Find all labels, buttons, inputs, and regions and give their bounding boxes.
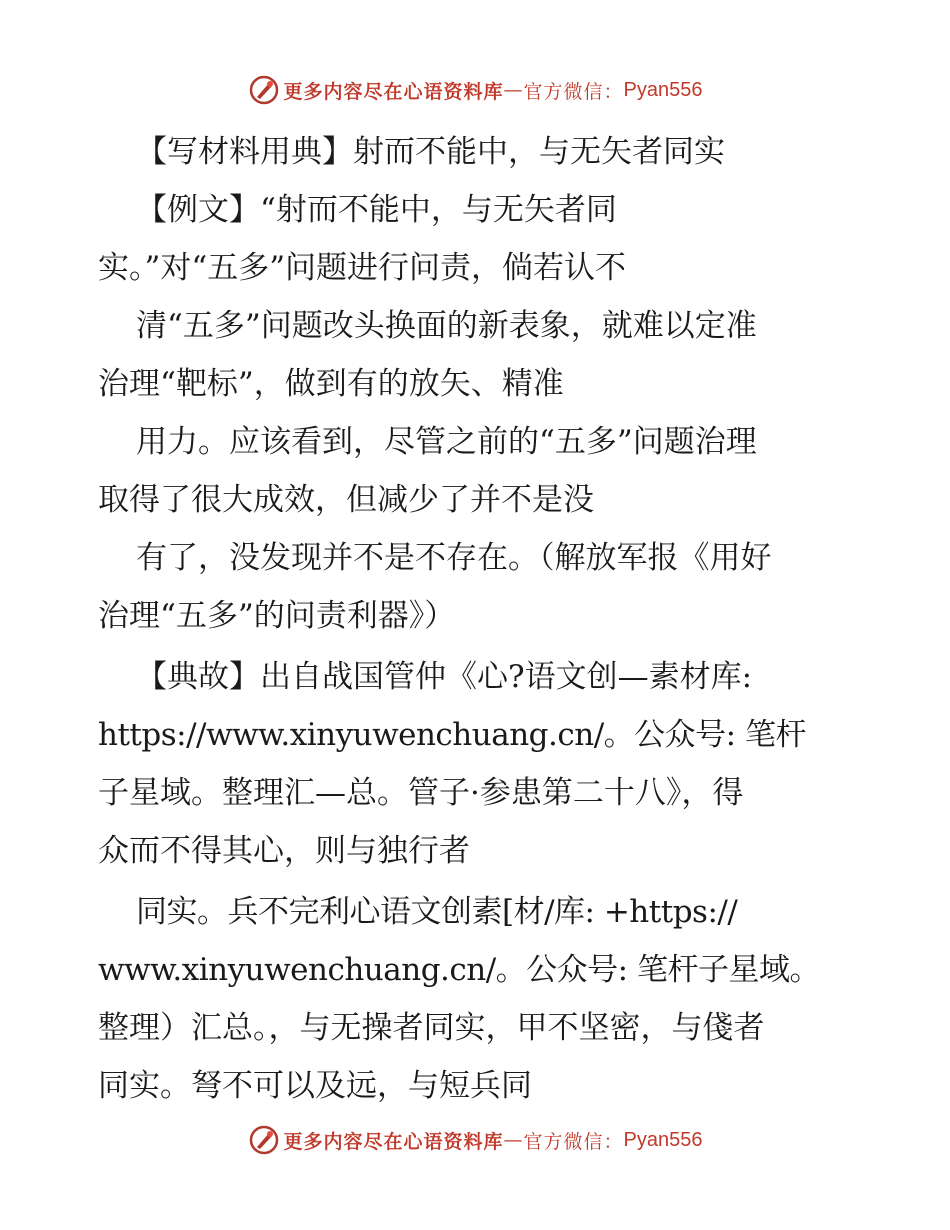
text-line: 治理“靶标”，做到有的放矢、精准	[98, 366, 564, 402]
banner-text-main: 更多内容尽在心语资料库	[283, 80, 504, 103]
banner-text-main: 更多内容尽在心语资料库	[283, 1130, 504, 1153]
text-line: 治理“五多”的问责利器》）	[98, 598, 456, 634]
text-line: 同实。弩不可以及远，与短兵同	[98, 1068, 532, 1104]
banner-wechat-id: Pyan556	[623, 1128, 703, 1151]
banner-dash: —	[503, 1129, 524, 1151]
text-line: 清“五多”问题改头换面的新表象，就难以定准	[136, 308, 757, 344]
text-line: 【写材料用典】射而不能中，与无矢者同实	[136, 134, 725, 170]
text-line: 众而不得其心，则与独行者	[98, 833, 470, 869]
text-line: 有了，没发现并不是不存在。（解放军报《用好	[136, 540, 772, 576]
banner-text-wechat: 官方微信：	[523, 1130, 624, 1153]
pen-logo-icon	[248, 1124, 280, 1156]
banner-wechat-id: Pyan556	[623, 78, 703, 101]
text-line: 整理）汇总。，与无操者同实，甲不坚密，与俴者	[98, 1010, 765, 1046]
banner-text-wechat: 官方微信：	[523, 80, 624, 103]
text-line-url: www.xinyuwenchuang.cn/。公众号: 笔杆子星域。	[98, 952, 820, 988]
text-line-url: 同实。兵不完利心语文创素[材/库: +https://	[136, 894, 738, 930]
text-line: 取得了很大成效，但减少了并不是没	[98, 482, 594, 518]
text-line: 子星域。整理汇—总。管子·参患第二十八》，得	[98, 775, 744, 811]
banner-dash: —	[503, 79, 524, 101]
text-line: 用力。应该看到，尽管之前的“五多”问题治理	[136, 424, 757, 460]
text-line: 【例文】“射而不能中，与无矢者同	[136, 192, 617, 228]
text-line-url: https://www.xinyuwenchuang.cn/。公众号: 笔杆	[98, 717, 806, 753]
text-line: 实。”对“五多”问题进行问责，倘若认不	[98, 250, 627, 286]
text-line: 【典故】出自战国管仲《心?语文创—素材库:	[136, 659, 753, 695]
footer-watermark-banner	[0, 1124, 950, 1156]
